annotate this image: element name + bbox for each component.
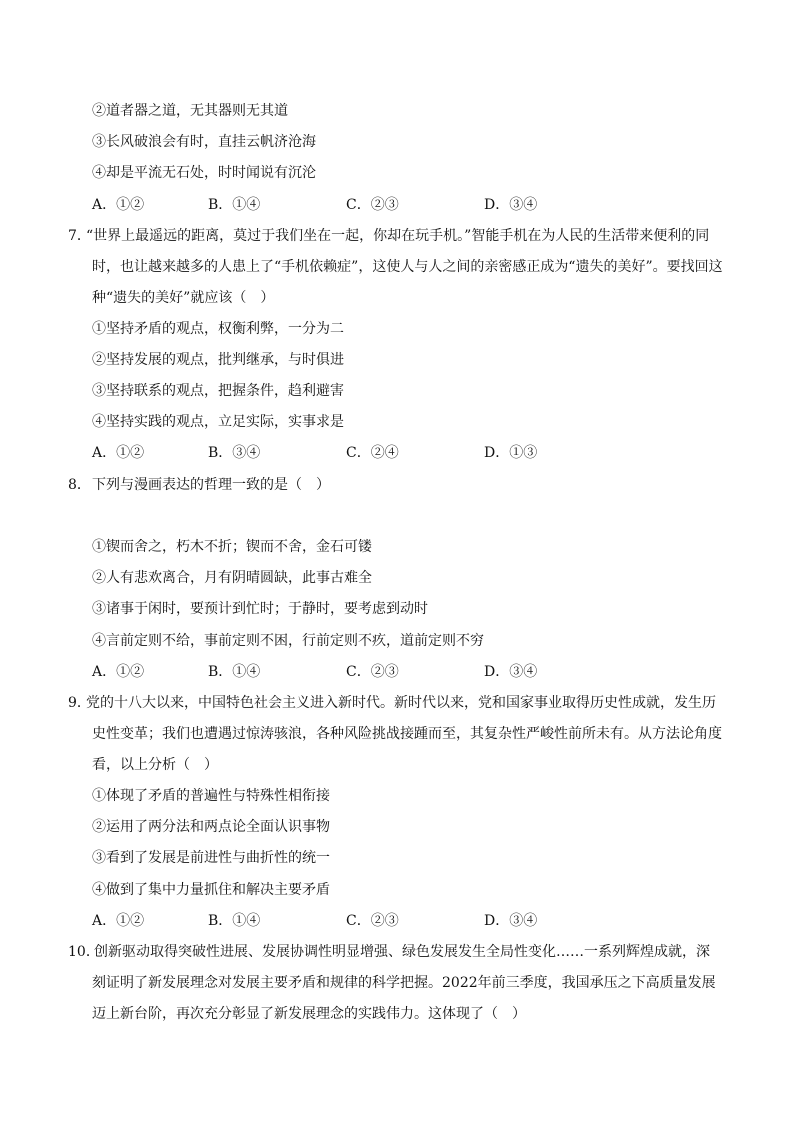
q7-option-b[interactable]: B．③④ (208, 445, 261, 461)
q8-item-1: ①锲而舍之，朽木不折；锲而不舍，金石可镂 (92, 539, 372, 555)
q8-option-b[interactable]: B．①④ (208, 664, 261, 680)
q8-stem: 下列与漫画表达的哲理一致的是（ ） (92, 477, 330, 493)
q9-item-3: ③看到了发展是前进性与曲折性的统一 (92, 850, 330, 866)
q7-stem-line-3: 种“遗失的美好”就应该（ ） (92, 290, 275, 306)
q9-item-2: ②运用了两分法和两点论全面认识事物 (92, 819, 330, 835)
q9-option-c[interactable]: C．②③ (346, 913, 399, 929)
q6-option-c[interactable]: C．②③ (346, 197, 399, 213)
q9-option-a[interactable]: A．①② (92, 913, 145, 929)
q7-item-2: ②坚持发展的观点，批判继承，与时俱进 (92, 352, 344, 368)
q8-item-3: ③诸事于闲时，要预计到忙时；于静时，要考虑到动时 (92, 601, 428, 617)
q7-option-d[interactable]: D．①③ (484, 445, 538, 461)
q6-option-d[interactable]: D．③④ (484, 197, 538, 213)
q9-item-1: ①体现了矛盾的普遍性与特殊性相衔接 (92, 788, 330, 804)
q8-item-2: ②人有悲欢离合，月有阴晴圆缺，此事古难全 (92, 570, 372, 586)
q9-option-d[interactable]: D．③④ (484, 913, 538, 929)
q7-option-c[interactable]: C．②④ (346, 445, 399, 461)
q8-option-c[interactable]: C．②③ (346, 664, 399, 680)
q7-item-1: ①坚持矛盾的观点，权衡利弊，一分为二 (92, 321, 344, 337)
q7-stem-line-2: 时，也让越来越多的人患上了“手机依赖症”，这使人与人之间的亲密感正成为“遗失的美好”。要找回这 (92, 259, 723, 275)
q10-stem-line-1: 创新驱动取得突破性进展、发展协调性明显增强、绿色发展发生全局性变化……一系列辉煌成就，深 (94, 944, 710, 960)
q6-item-2: ②道者器之道，无其器则无其道 (92, 103, 288, 119)
q7-option-a[interactable]: A．①② (92, 445, 145, 461)
q8-item-4: ④言前定则不给，事前定则不困，行前定则不疚，道前定则不穷 (92, 633, 484, 649)
q10-stem-line-2: 刻证明了新发展理念对发展主要矛盾和规律的科学把握。2022年前三季度，我国承压之下高质量发展 (92, 975, 716, 991)
q9-stem-line-1: 党的十八大以来，中国特色社会主义进入新时代。新时代以来，党和国家事业取得历史性成就，发生历 (86, 695, 716, 711)
q7-item-3: ③坚持联系的观点，把握条件，趋利避害 (92, 383, 344, 399)
q6-item-3: ③长风破浪会有时，直挂云帆济沧海 (92, 134, 316, 150)
q7-number: 7． (68, 228, 91, 244)
q10-stem-line-3: 迈上新台阶，再次充分彰显了新发展理念的实践伟力。这体现了（ ） (92, 1006, 526, 1022)
q7-item-4: ④坚持实践的观点，立足实际，实事求是 (92, 414, 344, 430)
q8-number: 8． (68, 477, 91, 493)
q9-stem-line-3: 看，以上分析（ ） (92, 757, 218, 773)
q6-option-a[interactable]: A．①② (92, 197, 145, 213)
q9-item-4: ④做到了集中力量抓住和解决主要矛盾 (92, 882, 330, 898)
q9-option-b[interactable]: B．①④ (208, 913, 261, 929)
q8-option-a[interactable]: A．①② (92, 664, 145, 680)
q6-item-4: ④却是平流无石处，时时闻说有沉沦 (92, 165, 316, 181)
q9-number: 9． (68, 695, 91, 711)
q10-number: 10． (68, 944, 100, 960)
q6-option-b[interactable]: B．①④ (208, 197, 261, 213)
q7-stem-line-1: “世界上最遥远的距离，莫过于我们坐在一起，你却在玩手机。”智能手机在为人民的生活带来便利的同 (86, 228, 710, 244)
q8-option-d[interactable]: D．③④ (484, 664, 538, 680)
q9-stem-line-2: 史性变革；我们也遭遇过惊涛骇浪，各种风险挑战接踵而至，其复杂性严峻性前所未有。从方法论角度 (92, 726, 722, 742)
